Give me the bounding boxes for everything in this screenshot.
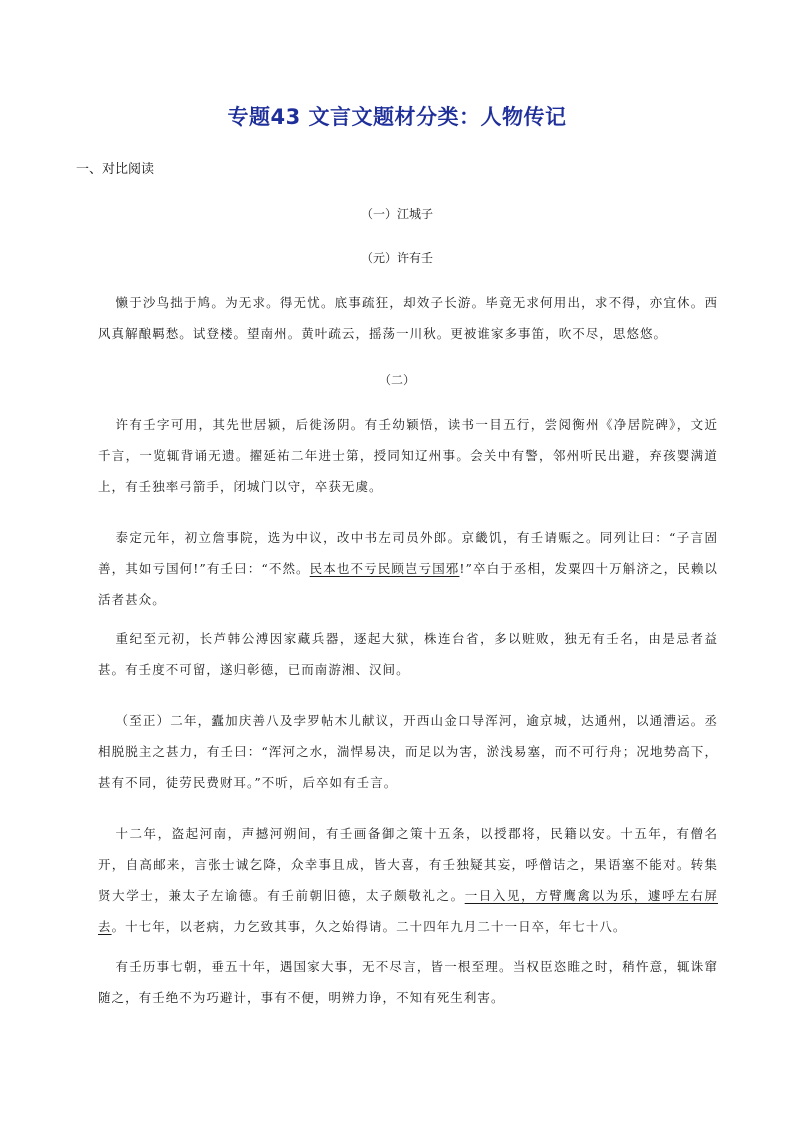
paragraph-5-text-b: 。十七年，以老病，力乞致其事，久之始得请。二十四年九月二十一日卒，年七十八。 [111,919,627,934]
paragraph-2-text-a: 泰定元年，初立詹事院，选为中议，改中书左司员外郎。京畿饥，有壬请赈之。同列让曰：“子言固善，其如亏国何!”有壬曰：“不然。 [98,530,718,576]
part2-label: （二） [378,373,415,387]
paragraph-2-text-b: !”卒白于丞相，发粟四十万斛济之，民赖以活者甚众。 [98,561,718,607]
biography-paragraph-3: 重纪至元初，长芦韩公溥因家藏兵器，逐起大狱，株连台省，多以赃败，独无有壬名，由是忌者益甚。有壬度不可留，遂归彰德，已而南游湘、汉间。 [98,631,718,677]
biography-paragraph-6: 有壬历事七朝，垂五十年，遇国家大事，无不尽言，皆一根至理。当权臣恣睢之时，稍忤意，辄诛窜随之，有壬绝不为巧避计，事有不便，明辨力诤，不知有死生利害。 [98,959,718,1005]
biography-paragraph-4: （至正）二年，蠹加庆善八及孛罗帖木儿献议，开西山金口导浑河，逾京城，达通州，以通漕运。丞相脱脱主之甚力，有壬曰：“浑河之水，湍悍易决，而足以为害，淤浅易塞，而不可行舟；况地势高下，甚有不同，徒劳民费财耳。”不听，后卒如有壬言。 [98,713,718,790]
biography-paragraph-2 [98,522,718,615]
biography-paragraph-5 [98,818,718,942]
section-heading: 一、对比阅读 [76,162,155,177]
biography-paragraph-1: 许有壬字可用，其先世居颍，后徙汤阴。有壬幼颖悟，读书一目五行，尝阅衡州《净居院碑》，文近千言，一览辄背诵无遗。擢延祐二年进士第，授同知辽州事。会关中有警，邻州听民出避，弃孩婴满道上，有壬独率弓箭手，闭城门以守，卒获无虞。 [98,417,718,494]
underlined-sentence-1: 民本也不亏民顾岂亏国邪 [309,561,460,576]
poem-title: （一）江城子 [360,207,433,221]
underlined-sentence-2: 一日入见，方臂鹰禽以为乐，遽呼左右屏去 [98,888,718,934]
page-title: 专题43 文言文题材分类：人物传记 [227,105,567,129]
poem-text: 懒于沙鸟拙于鸠。为无求。得无忧。底事疏狂，却效子长游。毕竟无求何用出，求不得，亦宜休。西风真解酿羁愁。试登楼。望南州。黄叶疏云，摇荡一川秋。更被谁家多事笛，吹不尽，思悠悠。 [98,295,718,341]
paragraph-5-text-a: 十二年，盗起河南，声撼河朔间，有壬画备御之策十五条，以授郡将，民籍以安。十五年，有僧名开，自高邮来，言张士诚乞降，众幸事且成，皆大喜，有壬独疑其妄，呼僧诘之，果语塞不能对。转集贤大学士，兼太子左谕德。有壬前朝旧德，太子颇敬礼之。 [98,826,718,903]
poem-author: （元）许有壬 [360,251,433,265]
